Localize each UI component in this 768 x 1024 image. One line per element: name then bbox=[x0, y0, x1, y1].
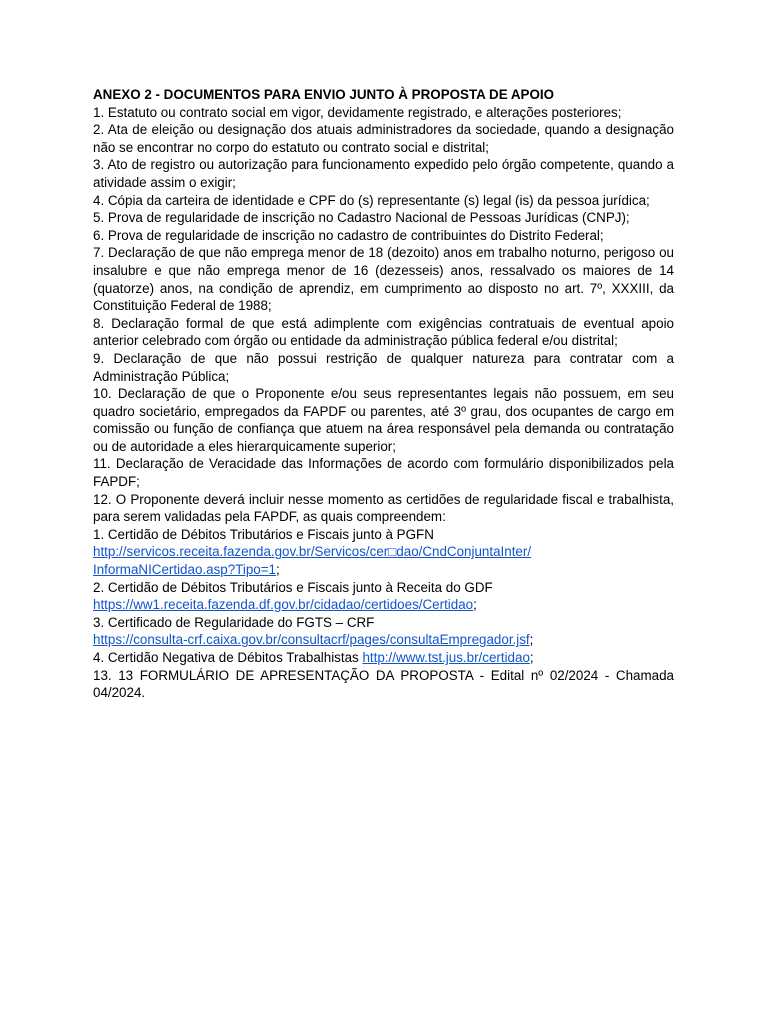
certidao-4-suffix: ; bbox=[529, 650, 534, 665]
certidao-1-label: 1. Certidão de Débitos Tributários e Fiscais junto à PGFN bbox=[93, 526, 434, 542]
certidao-3-link[interactable]: https://consulta-crf.caixa.gov.br/consultacrf/pages/consultaEmpregador.jsf bbox=[93, 632, 530, 648]
item-2: 2. Ata de eleição ou designação dos atuais administradores da sociedade, quando a designação não se encontrar no corpo do estatuto ou contrato social e distrital; bbox=[93, 122, 674, 155]
certidao-3-label: 3. Certificado de Regularidade do FGTS – CRF bbox=[93, 614, 375, 630]
item-6: 6. Prova de regularidade de inscrição no cadastro de contribuintes do Distrito Federal; bbox=[93, 227, 604, 243]
item-5: 5. Prova de regularidade de inscrição no Cadastro Nacional de Pessoas Jurídicas (CNPJ); bbox=[93, 210, 630, 226]
item-10: 10. Declaração de que o Proponente e/ou seus representantes legais não possuem, em seu quadro societário, empregados da FAPDF ou parentes, até 3º grau, dos ocupantes de cargo em comissão ou função de confiança que atuem na área responsável pela demanda ou contratação ou de autoridade a eles hierarquicamente superior; bbox=[93, 386, 674, 454]
certidao-4-line bbox=[93, 649, 674, 667]
certidao-4-link[interactable]: http://www.tst.jus.br/certidao bbox=[362, 650, 530, 665]
item-13: 13. 13 FORMULÁRIO DE APRESENTAÇÃO DA PROPOSTA - Edital nº 02/2024 - Chamada 04/2024. bbox=[93, 667, 674, 701]
certidao-1-link[interactable]: http://servicos.receita.fazenda.gov.br/Servicos/cer□dao/CndConjuntaInter/ bbox=[93, 544, 532, 560]
document-body bbox=[93, 86, 674, 702]
item-7: 7. Declaração de que não emprega menor de 18 (dezoito) anos em trabalho noturno, perigoso ou insalubre e que não emprega menor de 16 (dezesseis) anos, ressalvado os maiores de 14 (quatorze) anos, na condição de aprendiz, em cumprimento ao disposto no art. 7º, XXXIII, da Constituição Federal de 1988; bbox=[93, 245, 674, 314]
item-1: 1. Estatuto ou contrato social em vigor, devidamente registrado, e alterações posteriores; bbox=[93, 104, 622, 120]
certidao-1-suffix: ; bbox=[275, 562, 280, 578]
item-9: 9. Declaração de que não possui restrição de qualquer natureza para contratar com a Administração Pública; bbox=[93, 350, 674, 384]
item-4: 4. Cópia da carteira de identidade e CPF do (s) representante (s) legal (is) da pessoa jurídica; bbox=[93, 192, 650, 208]
item-3: 3. Ato de registro ou autorização para funcionamento expedido pelo órgão competente, quando a atividade assim o exigir; bbox=[93, 157, 674, 190]
certidao-2-link-line bbox=[93, 596, 674, 614]
certidao-4-label: 4. Certidão Negativa de Débitos Trabalhistas bbox=[93, 650, 363, 665]
certidao-3-suffix: ; bbox=[529, 632, 534, 648]
item-8: 8. Declaração formal de que está adimplente com exigências contratuais de eventual apoio anterior celebrado com órgão ou entidade da administração pública federal e/ou distrital; bbox=[93, 315, 674, 349]
item-12: 12. O Proponente deverá incluir nesse momento as certidões de regularidade fiscal e trabalhista, para serem validadas pela FAPDF, as quais compreendem: bbox=[93, 491, 674, 525]
document-title: ANEXO 2 - DOCUMENTOS PARA ENVIO JUNTO À PROPOSTA DE APOIO bbox=[93, 87, 555, 102]
certidao-2-link[interactable]: https://ww1.receita.fazenda.df.gov.br/cidadao/certidoes/Certidao bbox=[93, 597, 474, 613]
certidao-2-suffix: ; bbox=[473, 597, 477, 613]
certidao-3-link-line bbox=[93, 631, 674, 649]
certidao-2-label: 2. Certidão de Débitos Tributários e Fiscais junto à Receita do GDF bbox=[93, 579, 493, 595]
certidao-1-link-cont[interactable]: InformaNICertidao.asp?Tipo=1 bbox=[93, 562, 276, 578]
item-11: 11. Declaração de Veracidade das Informações de acordo com formulário disponibilizados pela FAPDF; bbox=[93, 456, 674, 490]
certidao-1-link-line bbox=[93, 543, 674, 578]
